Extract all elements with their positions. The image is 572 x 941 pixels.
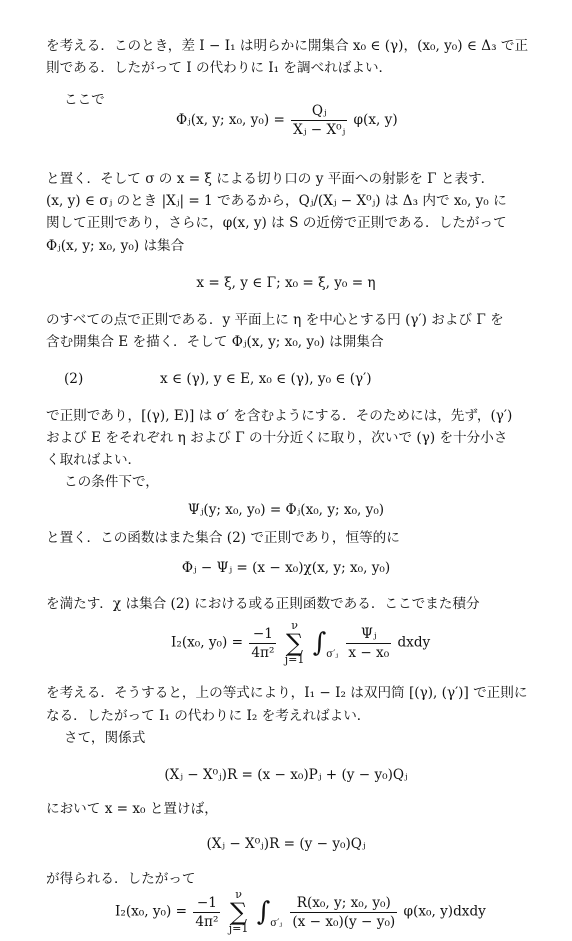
equation-integral-i2 (171, 620, 430, 666)
text-line: が得られる．したがって (46, 871, 196, 887)
integrand-tail: φ(x₀, y)dxdy (403, 903, 486, 920)
text-line: および E をそれぞれ η および Γ の十分近くに取り，次いで (γ) を十分小さ (46, 430, 508, 446)
text-line: 関して正則であり，さらに，φ(x, y) は S の近傍で正則である．したがって (46, 215, 507, 231)
text-line: さて，関係式 (64, 730, 146, 746)
equation-lhs: Φⱼ(x, y; x₀, y₀) = (176, 112, 285, 128)
text-line: のすべての点で正則である．y 平面上に η を中心とする円 (γ′) および Γ を (46, 312, 504, 328)
summation-operator: ν ∑ j=1 (228, 888, 249, 935)
text-line: (x, y) ∈ σⱼ のとき |Xⱼ| = 1 であるから，Qⱼ/(Xⱼ − X⁰ⱼ) は Δ₃ 内で x₀, y₀ に (46, 193, 507, 209)
text-line: において x = x₀ と置けば， (46, 801, 218, 817)
equation-psi-definition: Ψⱼ(y; x₀, y₀) = Φⱼ(x₀, y; x₀, y₀) (187, 502, 385, 518)
equation-rhs: φ(x, y) (353, 112, 398, 128)
integrand-fraction: $\frac{\text{R(x₀, y; x₀, y₀)}}{\text{(x − x₀)(y − y₀)}}$ (292, 894, 396, 930)
text-line: と置く．そして σ の x = ξ による切り口の y 平面への射影を Γ と表す． (46, 171, 495, 187)
coefficient-fraction: $\frac{-1}{\text{4π²}}$ (251, 625, 275, 661)
denominator: Xⱼ − X⁰ⱼ (293, 122, 346, 138)
equation-lhs: I₂(x₀, y₀) = (171, 634, 244, 651)
integrand-fraction: $\frac{\text{Ψⱼ}}{\text{x − x₀}}$ (348, 625, 390, 661)
equation-phi-definition (176, 103, 398, 138)
fraction (291, 103, 347, 138)
text-line: Φⱼ(x, y; x₀, y₀) は集合 (46, 238, 185, 254)
text-line: で正則であり，[(γ), E)] は σ′ を含むようにする．そのためには，先ず，(γ′) (46, 408, 513, 424)
equation-number: (2) (64, 371, 84, 387)
numerator: Qⱼ (291, 103, 347, 121)
equation-lhs: I₂(x₀, y₀) = (115, 903, 188, 920)
text-line: なる．したがって I₁ の代わりに I₂ を考えればよい． (46, 708, 371, 724)
equation-body: x ∈ (γ), y ∈ E, x₀ ∈ (γ), y₀ ∈ (γ′) (160, 371, 372, 387)
equation-integral-i2-final (115, 889, 486, 935)
text-line: 含む開集合 E を描く．そして Φⱼ(x, y; x₀, y₀) は開集合 (46, 334, 384, 350)
integral-operator: ∫ (256, 897, 271, 927)
text-line: この条件下で， (64, 474, 159, 490)
integral-domain: σ′ⱼ (270, 917, 282, 929)
equation-relation-2: (Xⱼ − X⁰ⱼ)R = (y − y₀)Qⱼ (206, 836, 366, 852)
text-line: を考える．そうすると，上の等式により，I₁ − I₂ は双円筒 [(γ), (γ′)] で正則に (46, 685, 528, 701)
integral-domain: σ′ⱼ (326, 648, 338, 660)
integral-operator: ∫ (312, 628, 327, 658)
text-line: を満たす．χ は集合 (2) における或る正則函数である．ここでまた積分 (46, 596, 480, 612)
text-line: く取ればよい． (46, 452, 142, 468)
integrand-tail: dxdy (397, 634, 431, 651)
coefficient-fraction: $\frac{-1}{\text{4π²}}$ (195, 894, 219, 930)
text-line: を考える．このとき，差 I − I₁ は明らかに開集合 x₀ ∈ (γ)，(x₀, y₀) ∈ Δ₃ で正 (46, 38, 529, 54)
equation-set-1: x = ξ, y ∈ Γ; x₀ = ξ, y₀ = η (196, 275, 376, 291)
equation-difference: Φⱼ − Ψⱼ = (x − x₀)χ(x, y; x₀, y₀) (181, 560, 391, 576)
text-line: と置く．この函数はまた集合 (2) で正則であり，恒等的に (46, 530, 400, 546)
equation-relation-1: (Xⱼ − X⁰ⱼ)R = (x − x₀)Pⱼ + (y − y₀)Qⱼ (164, 767, 408, 783)
summation-operator: ν ∑ j=1 (284, 619, 305, 666)
text-line: 則である．したがって I の代わりに I₁ を調べればよい． (46, 60, 393, 76)
text-line: ここで (64, 92, 105, 108)
